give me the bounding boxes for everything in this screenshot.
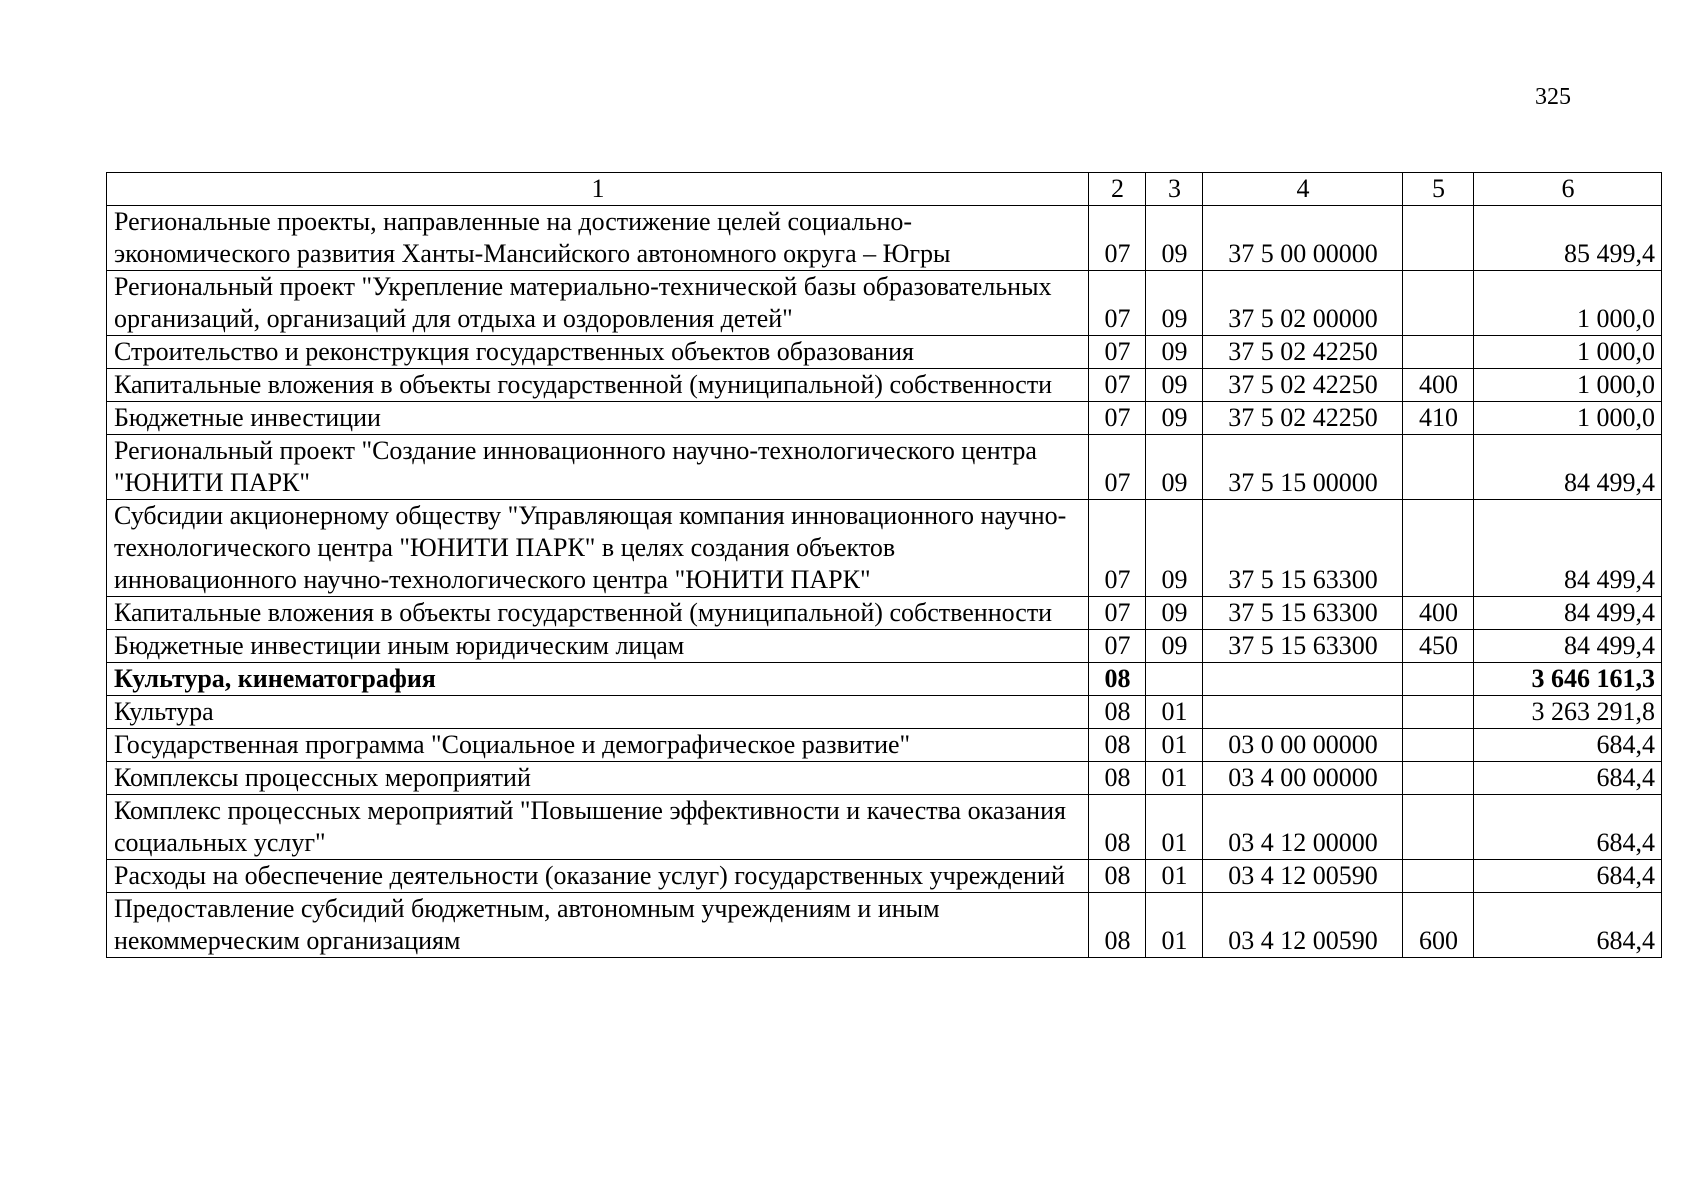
expense-type-cell: 410 — [1403, 402, 1474, 435]
subsection-code-cell: 01 — [1146, 860, 1203, 893]
target-article-cell: 37 5 02 42250 — [1203, 402, 1403, 435]
subsection-code-cell: 01 — [1146, 762, 1203, 795]
subsection-code-cell: 09 — [1146, 402, 1203, 435]
table-row — [107, 402, 1662, 435]
expense-type-cell — [1403, 696, 1474, 729]
table-row — [107, 663, 1662, 696]
column-header-1: 1 — [107, 173, 1089, 206]
subsection-code-cell: 09 — [1146, 500, 1203, 597]
item-name-cell: Комплекс процессных мероприятий "Повышение эффективности и качества оказания социальных услуг" — [107, 795, 1089, 860]
expense-type-cell — [1403, 860, 1474, 893]
amount-cell: 684,4 — [1474, 893, 1662, 958]
amount-cell: 84 499,4 — [1474, 597, 1662, 630]
amount-cell: 684,4 — [1474, 762, 1662, 795]
header-row — [107, 173, 1662, 206]
item-name-cell: Капитальные вложения в объекты государственной (муниципальной) собственности — [107, 369, 1089, 402]
section-code-cell: 07 — [1089, 435, 1146, 500]
table-row — [107, 696, 1662, 729]
column-header-6: 6 — [1474, 173, 1662, 206]
subsection-code-cell: 09 — [1146, 271, 1203, 336]
amount-cell: 1 000,0 — [1474, 369, 1662, 402]
amount-cell: 84 499,4 — [1474, 500, 1662, 597]
section-code-cell: 07 — [1089, 336, 1146, 369]
budget-table — [106, 172, 1662, 958]
table-row — [107, 597, 1662, 630]
subsection-code-cell: 01 — [1146, 729, 1203, 762]
expense-type-cell — [1403, 500, 1474, 597]
table-row — [107, 860, 1662, 893]
subsection-code-cell: 01 — [1146, 696, 1203, 729]
target-article-cell: 37 5 15 63300 — [1203, 630, 1403, 663]
target-article-cell: 37 5 15 63300 — [1203, 500, 1403, 597]
table-row — [107, 795, 1662, 860]
amount-cell: 3 646 161,3 — [1474, 663, 1662, 696]
section-code-cell: 08 — [1089, 860, 1146, 893]
expense-type-cell — [1403, 206, 1474, 271]
target-article-cell — [1203, 696, 1403, 729]
item-name-cell: Расходы на обеспечение деятельности (оказание услуг) государственных учреждений — [107, 860, 1089, 893]
subsection-code-cell: 01 — [1146, 893, 1203, 958]
item-name-cell: Бюджетные инвестиции иным юридическим лицам — [107, 630, 1089, 663]
subsection-code-cell: 09 — [1146, 597, 1203, 630]
section-code-cell: 08 — [1089, 696, 1146, 729]
table-body — [107, 206, 1662, 958]
amount-cell: 1 000,0 — [1474, 336, 1662, 369]
amount-cell: 85 499,4 — [1474, 206, 1662, 271]
subsection-code-cell: 09 — [1146, 630, 1203, 663]
expense-type-cell — [1403, 435, 1474, 500]
subsection-code-cell — [1146, 663, 1203, 696]
subsection-code-cell: 09 — [1146, 435, 1203, 500]
target-article-cell: 03 4 12 00590 — [1203, 893, 1403, 958]
amount-cell: 684,4 — [1474, 729, 1662, 762]
subsection-code-cell: 09 — [1146, 336, 1203, 369]
section-code-cell: 08 — [1089, 729, 1146, 762]
amount-cell: 1 000,0 — [1474, 271, 1662, 336]
table-row — [107, 206, 1662, 271]
item-name-cell: Культура, кинематография — [107, 663, 1089, 696]
target-article-cell — [1203, 663, 1403, 696]
expense-type-cell — [1403, 663, 1474, 696]
target-article-cell: 37 5 02 00000 — [1203, 271, 1403, 336]
expense-type-cell — [1403, 271, 1474, 336]
item-name-cell: Комплексы процессных мероприятий — [107, 762, 1089, 795]
target-article-cell: 37 5 00 00000 — [1203, 206, 1403, 271]
target-article-cell: 03 4 12 00000 — [1203, 795, 1403, 860]
target-article-cell: 03 4 12 00590 — [1203, 860, 1403, 893]
section-code-cell: 07 — [1089, 271, 1146, 336]
expense-type-cell: 450 — [1403, 630, 1474, 663]
amount-cell: 684,4 — [1474, 795, 1662, 860]
target-article-cell: 03 4 00 00000 — [1203, 762, 1403, 795]
expense-type-cell: 600 — [1403, 893, 1474, 958]
page-number: 325 — [1535, 84, 1571, 110]
expense-type-cell — [1403, 795, 1474, 860]
expense-type-cell: 400 — [1403, 597, 1474, 630]
column-header-5: 5 — [1403, 173, 1474, 206]
item-name-cell: Региональные проекты, направленные на достижение целей социально-экономического развития Ханты-Мансийского автономного округа – Югры — [107, 206, 1089, 271]
column-header-4: 4 — [1203, 173, 1403, 206]
item-name-cell: Строительство и реконструкция государственных объектов образования — [107, 336, 1089, 369]
item-name-cell: Предоставление субсидий бюджетным, автономным учреждениям и иным некоммерческим организациям — [107, 893, 1089, 958]
section-code-cell: 08 — [1089, 762, 1146, 795]
column-header-2: 2 — [1089, 173, 1146, 206]
section-code-cell: 07 — [1089, 206, 1146, 271]
expense-type-cell — [1403, 336, 1474, 369]
amount-cell: 684,4 — [1474, 860, 1662, 893]
amount-cell: 84 499,4 — [1474, 435, 1662, 500]
item-name-cell: Капитальные вложения в объекты государственной (муниципальной) собственности — [107, 597, 1089, 630]
column-header-3: 3 — [1146, 173, 1203, 206]
section-code-cell: 07 — [1089, 597, 1146, 630]
amount-cell: 84 499,4 — [1474, 630, 1662, 663]
section-code-cell: 07 — [1089, 402, 1146, 435]
subsection-code-cell: 09 — [1146, 369, 1203, 402]
item-name-cell: Культура — [107, 696, 1089, 729]
amount-cell: 1 000,0 — [1474, 402, 1662, 435]
table-row — [107, 762, 1662, 795]
target-article-cell: 37 5 15 00000 — [1203, 435, 1403, 500]
target-article-cell: 37 5 02 42250 — [1203, 336, 1403, 369]
target-article-cell: 03 0 00 00000 — [1203, 729, 1403, 762]
table-row — [107, 500, 1662, 597]
amount-cell: 3 263 291,8 — [1474, 696, 1662, 729]
section-code-cell: 07 — [1089, 369, 1146, 402]
section-code-cell: 08 — [1089, 663, 1146, 696]
table-row — [107, 271, 1662, 336]
section-code-cell: 08 — [1089, 795, 1146, 860]
section-code-cell: 07 — [1089, 500, 1146, 597]
item-name-cell: Бюджетные инвестиции — [107, 402, 1089, 435]
item-name-cell: Государственная программа "Социальное и демографическое развитие" — [107, 729, 1089, 762]
item-name-cell: Региональный проект "Укрепление материально-технической базы образовательных организаций, организаций для отдыха и оздоровления детей" — [107, 271, 1089, 336]
table-row — [107, 369, 1662, 402]
item-name-cell: Региональный проект "Создание инновационного научно-технологического центра "ЮНИТИ ПАРК" — [107, 435, 1089, 500]
section-code-cell: 07 — [1089, 630, 1146, 663]
subsection-code-cell: 01 — [1146, 795, 1203, 860]
target-article-cell: 37 5 02 42250 — [1203, 369, 1403, 402]
table-row — [107, 729, 1662, 762]
section-code-cell: 08 — [1089, 893, 1146, 958]
subsection-code-cell: 09 — [1146, 206, 1203, 271]
table-row — [107, 893, 1662, 958]
table-row — [107, 435, 1662, 500]
table-row — [107, 630, 1662, 663]
target-article-cell: 37 5 15 63300 — [1203, 597, 1403, 630]
expense-type-cell — [1403, 729, 1474, 762]
table-row — [107, 336, 1662, 369]
expense-type-cell — [1403, 762, 1474, 795]
expense-type-cell: 400 — [1403, 369, 1474, 402]
item-name-cell: Субсидии акционерному обществу "Управляющая компания инновационного научно-технологического центра "ЮНИТИ ПАРК" в целях создания объектов инновационного научно-технологического центра "ЮНИТИ ПАРК" — [107, 500, 1089, 597]
